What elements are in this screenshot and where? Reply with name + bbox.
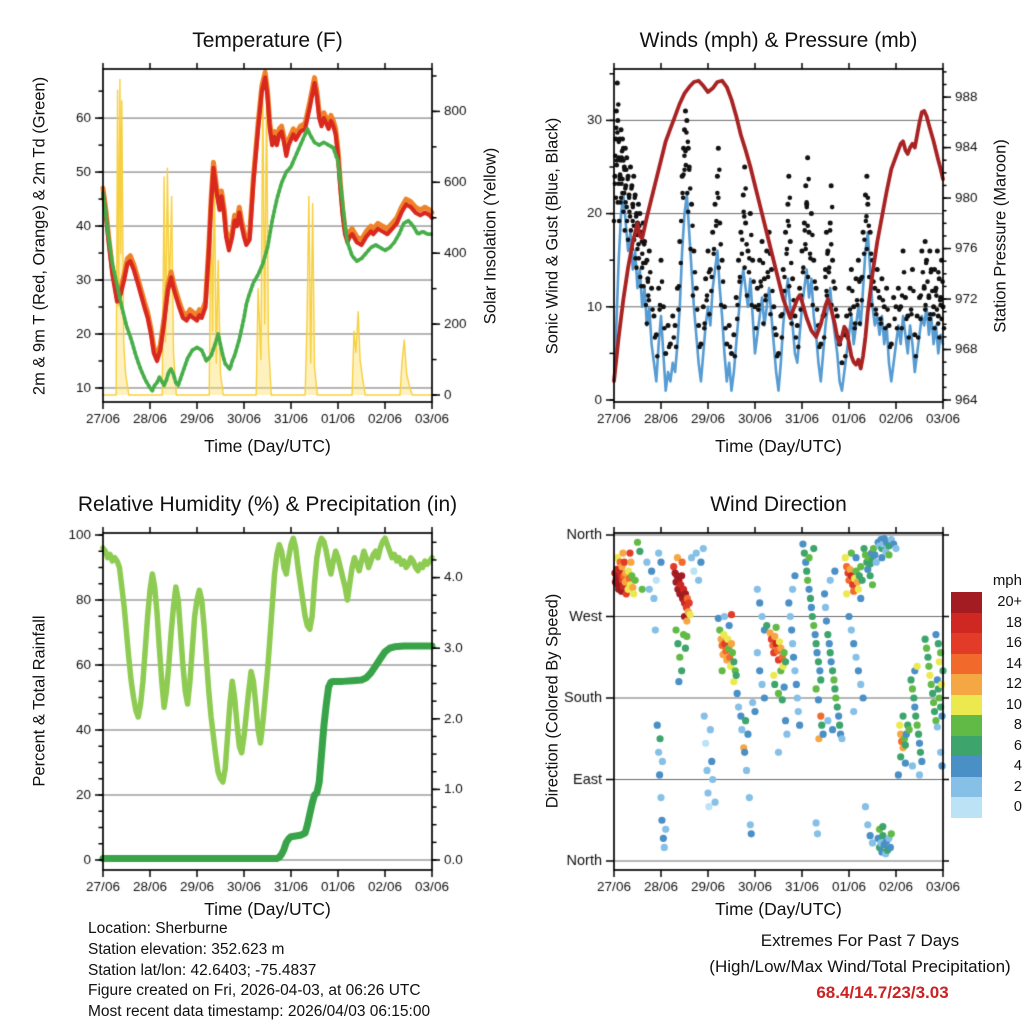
ylabel-rh-left: Percent & Total Rainfall [30,615,49,787]
station-info-block [88,919,430,1023]
colorbar-tick-label: 10 [1005,696,1022,713]
ylabel-temperature-left: 2m & 9m T (Red, Orange) & 2m Td (Green) [30,76,49,396]
ylabel-pressure-right: Station Pressure (Maroon) [991,139,1010,333]
panel-title-wind-direction: Wind Direction [710,493,847,516]
panel-title-temperature: Temperature (F) [192,29,343,52]
colorbar-tick-label: 0 [1013,799,1022,815]
colorbar-tick-label: 20+ [997,594,1022,610]
colorbar-cell [951,756,982,777]
extremes-value: 68.4/14.7/23/3.03 [816,983,949,1002]
colorbar-cell [951,736,982,757]
ylabel-direction-left: Direction (Colored By Speed) [543,593,562,809]
colorbar-cell [951,777,982,798]
station-location: Location: Sherburne [88,920,228,937]
colorbar-tick-label: 12 [1005,676,1022,692]
colorbar-cell [951,674,982,695]
xlabel-rh: Time (Day/UTC) [204,899,331,919]
colorbar-tick-label: 18 [1005,614,1022,631]
ylabel-wind-left: Sonic Wind & Gust (Blue, Black) [543,117,562,355]
colorbar-cell [951,613,982,634]
extremes-block [660,928,1024,1006]
xlabel-temperature: Time (Day/UTC) [204,436,331,456]
xlabel-wind-direction: Time (Day/UTC) [715,899,842,919]
xlabel-winds: Time (Day/UTC) [715,436,842,456]
data-timestamp: Most recent data timestamp: 2026/04/03 06:15:00 [88,1003,431,1021]
ylabel-solar-right: Solar Insolation (Yellow) [481,147,500,325]
colorbar-title: mph [992,572,1022,589]
extremes-subtitle: (High/Low/Max Wind/Total Precipitation) [709,957,1011,976]
station-latlon: Station lat/lon: 42.6403; -75.4837 [88,961,317,979]
colorbar-cell [951,695,982,716]
panel-title-winds-pressure: Winds (mph) & Pressure (mb) [639,29,918,52]
colorbar-cell [951,715,982,736]
colorbar-cell [951,633,982,654]
colorbar-tick-label: 2 [1013,778,1022,795]
colorbar-tick-label: 8 [1013,717,1022,733]
figure-created: Figure created on Fri, 2026-04-03, at 06:26 UTC [88,982,421,1000]
colorbar-tick-label: 16 [1005,635,1022,651]
colorbar-cell [951,654,982,675]
extremes-title: Extremes For Past 7 Days [760,931,960,950]
station-elevation: Station elevation: 352.623 m [88,940,285,958]
colorbar-tick-label: 14 [1005,655,1022,672]
panel-title-rh-precip: Relative Humidity (%) & Precipitation (in) [77,493,458,516]
colorbar-tick-label: 6 [1013,737,1022,754]
colorbar-tick-label: 4 [1013,758,1022,774]
colorbar-cell [951,592,982,613]
colorbar-cell [951,797,982,818]
